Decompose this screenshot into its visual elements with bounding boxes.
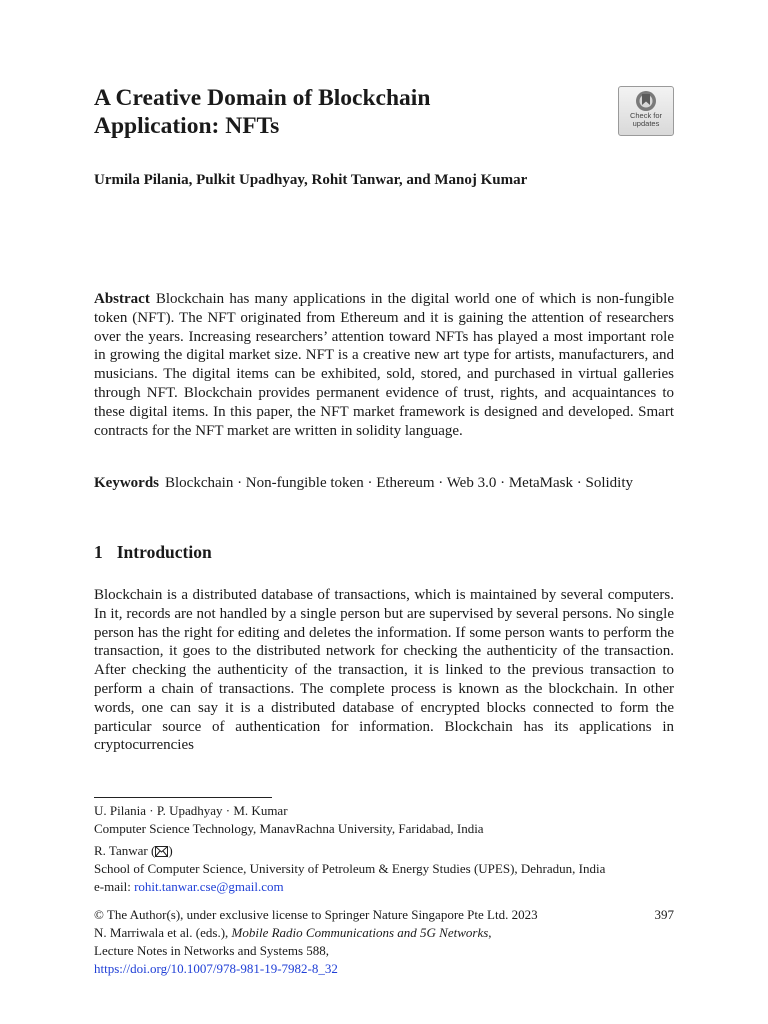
author-list: Urmila Pilania, Pulkit Upadhyay, Rohit Tanwar, and Manoj Kumar	[94, 172, 528, 188]
envelope-icon	[155, 846, 168, 857]
page-number: 397	[654, 907, 674, 922]
series-line: Lecture Notes in Networks and Systems 588,	[94, 943, 330, 958]
affiliation-1-names: U. Pilania · P. Upadhyay · M. Kumar	[94, 803, 288, 818]
book-title: Mobile Radio Communications and 5G Networks	[231, 925, 489, 940]
affiliation-1	[94, 802, 674, 838]
abstract	[94, 290, 674, 440]
introduction-paragraph: Blockchain is a distributed database of transactions, which is maintained by several computers. In it, records are not handled by a single person but are supervised by several persons. No single person has the right for editing and deletes the information. If some person wants to perform the transaction, it goes to the distributed network for checking the authenticity of the transaction. After checking the authenticity of the transaction, it is linked to the previous transaction to perform a chain of transactions. The complete process is known as the blockchain. In other words, one can say it is a distributed database of encrypted blocks connected to form the particular source of authentication for information. Blockchain has its applications in cryptocurrencies	[94, 587, 674, 754]
book-citation	[94, 924, 674, 942]
affiliation-2-close: )	[168, 843, 173, 858]
copyright-text: © The Author(s), under exclusive license to Springer Nature Singapore Pte Ltd. 2023	[94, 907, 538, 922]
section-title: Introduction	[116, 542, 212, 562]
keywords-text: Blockchain · Non-fungible token · Ethereum · Web 3.0 · MetaMask · Solidity	[165, 475, 633, 491]
section-number: 1	[94, 542, 103, 562]
title-line-2: Application: NFTs	[94, 113, 280, 139]
section-heading-introduction	[94, 542, 212, 563]
affiliation-2-dept: School of Computer Science, University of Petroleum & Energy Studies (UPES), Dehradun, India	[94, 861, 606, 876]
affiliation-2	[94, 842, 674, 896]
abstract-label: Abstract	[94, 291, 150, 307]
email-line	[94, 878, 674, 896]
editors-text: N. Marriwala et al. (eds.),	[94, 925, 232, 940]
footnote-divider	[94, 797, 272, 798]
abstract-text: Blockchain has many applications in the digital world one of which is non-fungible token (NFT). The NFT originated from Ethereum and it is gaining the attention of researchers over the years. Increasing researchers’ attention toward NFTs has played a most important role in growing the digital market size. NFT is a creative new art type for artists, manufacturers, and musicians. The digital items can be exhibited, sold, stored, and purchased in virtual galleries through NFT. Blockchain provides permanent evidence of trust, rights, and acquaintances to these digital items. In this paper, the NFT market framework is designed and developed. Smart contracts for the NFT market are written in solidity language.	[94, 291, 674, 439]
email-label: e-mail:	[94, 879, 135, 894]
email-link[interactable]: rohit.tanwar.cse@gmail.com	[134, 879, 284, 894]
paper-title	[94, 84, 554, 140]
keywords-label: Keywords	[94, 475, 159, 491]
title-line-1: A Creative Domain of Blockchain	[94, 85, 431, 111]
check-for-updates-badge[interactable]	[618, 86, 674, 136]
copyright-line	[94, 906, 674, 924]
badge-text-2: updates	[632, 119, 660, 128]
keywords	[94, 474, 674, 493]
affiliation-2-name	[94, 842, 674, 860]
bookmark-update-icon	[634, 90, 658, 112]
badge-text-1: Check for	[629, 111, 663, 120]
affiliation-1-dept: Computer Science Technology, ManavRachna University, Faridabad, India	[94, 821, 484, 836]
doi-line	[94, 960, 674, 978]
publication-info	[94, 906, 674, 978]
affiliation-2-author: R. Tanwar (	[94, 843, 156, 858]
doi-link[interactable]: https://doi.org/10.1007/978-981-19-7982-8_32	[94, 961, 338, 976]
book-title-comma: ,	[488, 925, 492, 940]
paper-page	[94, 0, 674, 1024]
